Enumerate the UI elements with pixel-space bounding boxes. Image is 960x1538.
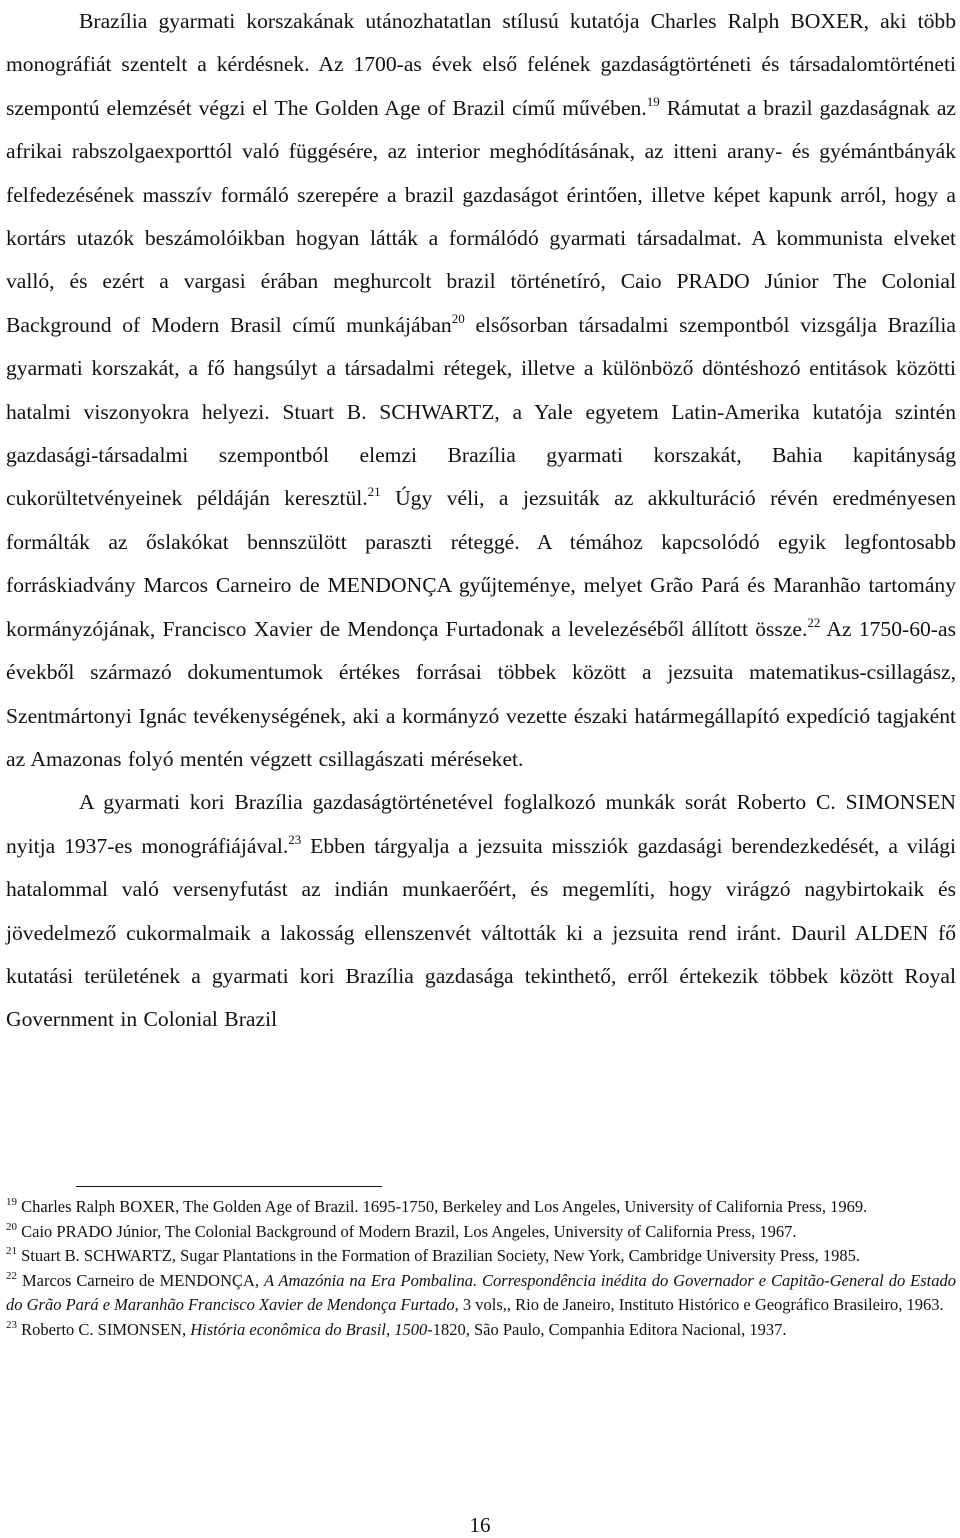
paragraph-1-text-e: Az 1750-60-as évekből származó dokumentumok értékes forrásai többek között a jezsuita matematikus-csillagász, Szentmártonyi Ignác tevékenységének, aki a kormányzó vezette északi határmegállapító expedíció tagjaként az Amazonas folyó mentén végzett csillagászati méréseket. [6,616,956,771]
footnote-text: Charles Ralph BOXER, The Golden Age of Brazil. 1695-1750, Berkeley and Los Angeles, University of California Press, 1969. [17,1197,868,1216]
footnote-number: 22 [6,1269,17,1282]
page-number: 16 [469,1513,491,1537]
footnote-text: Marcos Carneiro de MENDONÇA, [17,1270,264,1290]
footnote-title: História econômica do Brasil, 1500- [190,1319,433,1339]
footnote-ref-20[interactable]: 20 [451,310,465,326]
paragraph-1 [6,0,956,781]
footnote-number: 23 [6,1318,17,1331]
footnote-separator [76,1186,382,1187]
document-body [6,0,956,1042]
footnote-20 [6,1220,956,1245]
footnote-number: 19 [6,1196,17,1208]
footnote-ref-21[interactable]: 21 [367,484,381,500]
paragraph-1-text-c: elsősorban társadalmi szempontból vizsgálja Brazília gyarmati korszakát, a fő hangsúlyt a társadalmi rétegek, illetve a különböző döntéshozó entitások közötti hatalmi viszonyokra helyezi. Stuart B. SCHWARTZ, a Yale egyetem Latin-Amerika kutatója szintén gazdasági-társadalmi szempontból elemzi Brazília gyarmati korszakát, Bahia kapitányság cukorültetvényeinek példáján keresztül. [6,312,957,511]
footnote-text: Roberto C. SIMONSEN, [17,1319,191,1339]
paragraph-2-text-a: A gyarmati kori Brazília gazdaságtörténetével foglalkozó munkák sorát Roberto C. SIMONSEN nyitja 1937-es monográfiájával. [6,790,956,858]
footnote-22 [6,1269,956,1318]
footnote-text: Stuart B. SCHWARTZ, Sugar Plantations in the Formation of Brazilian Society, New York, Cambridge University Press, 1985. [17,1246,861,1265]
footnote-ref-19[interactable]: 19 [646,93,660,109]
footnote-title: A Amazónia na Era Pombalina. Correspondência inédita do Governador e Capitão-General do Estado do Grão Pará e Maranhão Francisco Xavier de Mendonça Furtado, [6,1270,957,1314]
footnote-text-end: 3 vols,, Rio de Janeiro, Instituto Histórico e Geográfico Brasileiro, 1963. [458,1295,944,1314]
paragraph-1-text-d: Úgy véli, a jezsuiták az akkulturáció révén eredményesen formálták az őslakókat bennszülött paraszti réteggé. A témához kapcsolódó egyik legfontosabb forráskiadvány Marcos Carneiro de MENDONÇA gyűjteménye, melyet Grão Pará és Maranhão tartomány kormányzójának, Francisco Xavier de Mendonça Furtadonak a levelezéséből állított össze. [6,486,956,641]
paragraph-1-text-b: Rámutat a brazil gazdaságnak az afrikai rabszolgaexporttól való függésére, az interior meghódításának, az itteni arany- és gyémántbányák felfedezésének masszív formáló szerepére a brazil gazdaságot érintően, illetve képet kapunk arról, hogy a kortárs utazók beszámolóikban hogyan látták a formálódó gyarmati társadalmat. A kommunista elveket valló, és ezért a vargasi érában meghurcolt brazil történetíró, Caio PRADO Júnior The Colonial Background of Modern Brasil című munkájában [6,95,956,337]
footnote-19 [6,1195,956,1220]
footnote-23 [6,1318,956,1343]
paragraph-1-text-a: Brazília gyarmati korszakának utánozhatatlan stílusú kutatója Charles Ralph BOXER, aki több monográfiát szentelt a kérdésnek. Az 1700-as évek első felének gazdaságtörténeti és társadalomtörténeti szempontú elemzését végzi el The Golden Age of Brazil című művében. [6,9,956,120]
footnotes [6,1195,956,1342]
footnote-text: Caio PRADO Júnior, The Colonial Background of Modern Brazil, Los Angeles, University of California Press, 1967. [17,1221,797,1241]
footnote-21 [6,1244,956,1269]
footnote-number: 21 [6,1245,17,1257]
footnote-ref-23[interactable]: 23 [288,831,302,847]
footnote-number: 20 [6,1220,17,1233]
paragraph-2 [6,781,956,1041]
footnote-text-end: 1820, São Paulo, Companhia Editora Nacional, 1937. [432,1319,787,1339]
footnote-ref-22[interactable]: 22 [807,614,821,630]
paragraph-2-text-b: Ebben tárgyalja a jezsuita missziók gazdasági berendezkedését, a világi hatalommal való versenyfutást az indián munkaerőért, és megemlíti, hogy virágzó nagybirtokaik és jövedelmező cukormalmaik a lakosság ellenszenvét váltották ki a jezsuita rend iránt. Dauril ALDEN fő kutatási területének a gyarmati kori Brazília gazdasága tekinthető, erről értekezik többek között Royal Government in Colonial Brazil [6,833,957,1032]
